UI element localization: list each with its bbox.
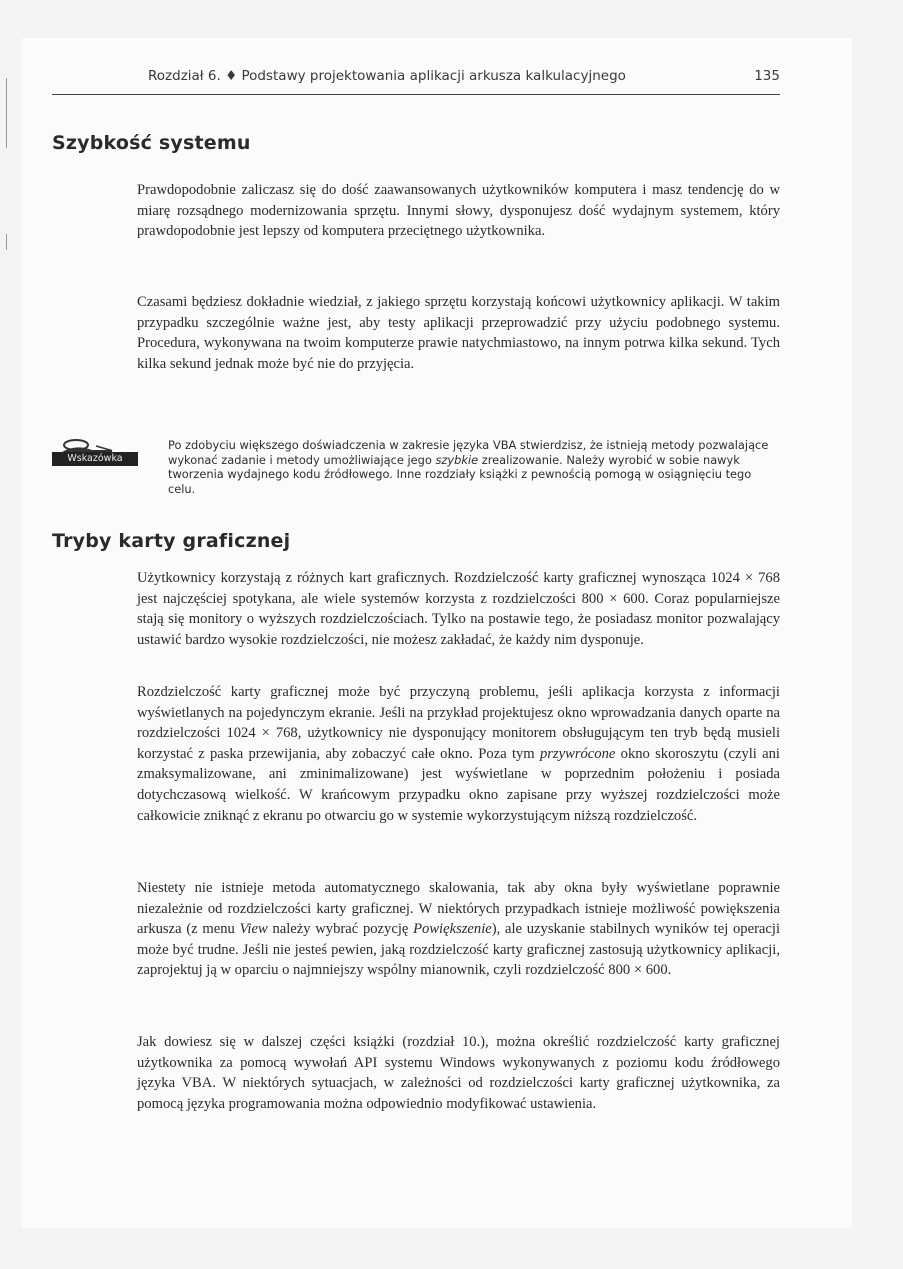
section-title-graphics-modes: Tryby karty graficznej (52, 530, 291, 552)
emphasis-restored: przywrócone (539, 745, 616, 762)
page-number: 135 (754, 68, 780, 84)
paragraph: Użytkownicy korzystają z różnych kart graficznych. Rozdzielczość karty graficznej wynosząca 1024 × 768 jest najczęściej spotykana, ale wiele systemów korzysta z rozdzielczości 800 × 600. Coraz popularniejsze stają się monitory o wyższych rozdzielczościach. Tylko na postawie tego, że posiadasz monitor pozwalający ustawić bardzo wysokie rozdzielczości, nie możesz zakładać, że każdy nim dysponuje. (137, 570, 780, 648)
tip-text-start: Po zdobyciu większego doświadczenia w zakresie języka VBA stwierdzisz, że istnieją metody pozwalające wykonać zadanie i metody umożliwiające jego (168, 438, 769, 467)
menu-item-zoom: Powiększenie (413, 921, 492, 938)
tip-emphasis: szybkie (435, 452, 479, 467)
menu-name-view: View (239, 921, 268, 938)
running-header (148, 68, 780, 84)
paragraph: Jak dowiesz się w dalszej części książki (rozdział 10.), można określić rozdzielczość karty graficznej użytkownika za pomocą wywołań API systemu Windows wykonywanych z poziomu kodu źródłowego języka VBA. W niektórych sytuacjach, w zależności od rozdzielczości karty graficznej użytkownika, za pomocą języka programowania można odpowiednio modyfikować ustawienia. (137, 1034, 780, 1112)
section-title-system-speed: Szybkość systemu (52, 132, 251, 154)
paragraph-text: ), ale uzyskanie stabilnych wyników tej operacji może być trudne. Jeśli nie jesteś pewien, jaką rozdzielczość karty graficznej zastosują użytkownicy aplikacji, zaprojektuj ją w oparciu o najmniejszy wspólny mianownik, czyli rozdzielczość 800 × 600. (137, 921, 780, 979)
paragraph-text: Rozdzielczość karty graficznej może być przyczyną problemu, jeśli aplikacja korzysta z informacji wyświetlanych na pojedynczym ekranie. Jeśli na przykład projektujesz okno wprowadzania danych oparte na rozdzielczości 1024 × 768, użytkownicy nie dysponujący monitorem obsługującym ten tryb będą musieli korzystać z paska przewijania, aby zobaczyć całe okno. Poza tym (137, 684, 780, 762)
paragraph-text: okno skoroszytu (czyli ani zmaksymalizowane, ani zminimalizowane) jest wyświetlane w poprzednim położeniu i posiada dotychczasową wielkość. W krańcowym przypadku okno zapisane przy wyższej rozdzielczości może całkowicie zniknąć z ekranu po otwarciu go w systemie wykorzystującym niższą rozdzielczość. (137, 745, 780, 824)
scan-edge-mark (6, 234, 7, 250)
paragraph-text: należy wybrać pozycję (267, 921, 414, 938)
paragraph (137, 878, 780, 981)
tip-text-end: zrealizowanie. Należy wyrobić w sobie nawyk tworzenia wydajnego kodu źródłowego. Inne rozdziały książki z pewnością pomogą w osiągnięciu tego celu. (168, 452, 752, 496)
header-rule (52, 94, 780, 95)
tip-label: Wskazówka (52, 452, 138, 466)
paragraph: Czasami będziesz dokładnie wiedział, z jakiego sprzętu korzystają końcowi użytkownicy aplikacji. W takim przypadku szczególnie ważne jest, aby testy aplikacji przeprowadzić przy użyciu podobnego systemu. Procedura, wykonywana na twoim komputerze prawie natychmiastowo, na innym potrwa kilka sekund. Tych kilka sekund jednak może być nie do przyjęcia. (137, 294, 780, 372)
paragraph (137, 682, 780, 826)
scan-edge-mark (6, 78, 7, 148)
paragraph: Prawdopodobnie zaliczasz się do dość zaawansowanych użytkowników komputera i masz tendencję do w miarę rozsądnego modernizowania sprzętu. Innymi słowy, dysponujesz dość wydajnym systemem, który prawdopodobnie jest lepszy od komputera przeciętnego użytkownika. (137, 182, 780, 240)
running-title: Rozdział 6. ♦ Podstawy projektowania aplikacji arkusza kalkulacyjnego (148, 68, 626, 84)
tip-text (168, 438, 780, 496)
paragraph-text: Niestety nie istnieje metoda automatycznego skalowania, tak aby okna były wyświetlane poprawnie niezależnie od rozdzielczości karty graficznej. W niektórych przypadkach istnieje możliwość powiększenia arkusza (z menu (137, 880, 780, 938)
